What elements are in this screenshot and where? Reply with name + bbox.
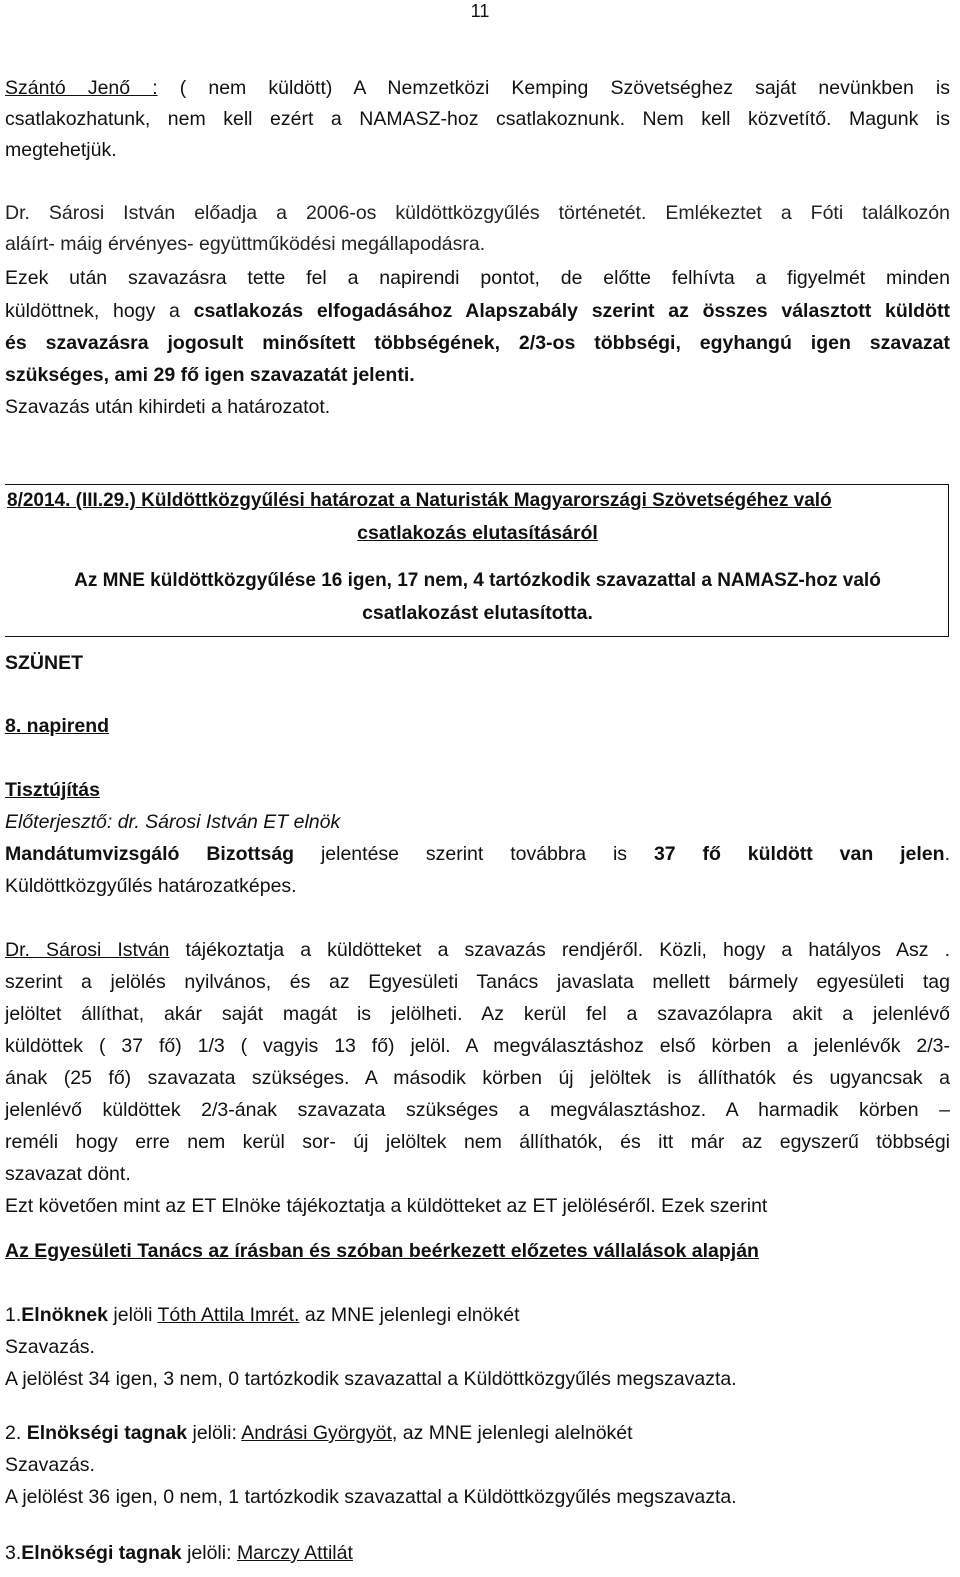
voting-line5: ának (25 fő) szavazata szükséges. A második körben új jelöltek is állíthatók és ugyancsak a (5, 1067, 950, 1089)
p2-line2: aláírt- máig érvényes- együttműködési megállapodásra. (5, 233, 486, 255)
nomination-3: 3.Elnökségi tagnak jelöli: Marczy Attilát (5, 1542, 353, 1564)
break-label: SZÜNET (5, 652, 83, 674)
agenda-number: 8. napirend (5, 715, 110, 737)
resolution-title-line1: 8/2014. (III.29.) Küldöttközgyűlési határozat a Naturisták Magyarországi Szövetségéhez való (7, 490, 832, 511)
nomination-2: 2. Elnökségi tagnak jelöli: Andrási Györgyöt, az MNE jelenlegi alelnökét (5, 1422, 633, 1444)
voting-line6: jelenlévő küldöttek 2/3-ának szavazata szükséges a megválasztáshoz. A harmadik körben – (5, 1099, 950, 1121)
voting-line2: szerint a jelölés nyilvános, és az Egyesületi Tanács javaslata mellett bármely egyesületi tag (5, 971, 950, 993)
mandate-line: Mandátumvizsgáló Bizottság jelentése szerint továbbra is 37 fő küldött van jelen. (5, 843, 950, 865)
quorum-line: Küldöttközgyűlés határozatképes. (5, 875, 297, 897)
p1-line1: Szántó Jenő : ( nem küldött) A Nemzetközi Kemping Szövetséghez saját nevünkben is (5, 77, 950, 99)
voting-line4: küldöttek ( 37 fő) 1/3 ( vagyis 13 fő) jelöl. A megválasztáshoz első körben a jelenlévők 2/3- (5, 1035, 950, 1057)
agenda-presenter: Előterjesztő: dr. Sárosi István ET elnök (5, 811, 341, 833)
resolution-title-line2: csatlakozás elutasításáról (357, 522, 598, 544)
voting-line9: Ezt követően mint az ET Elnöke tájékoztatja a küldötteket az ET jelöléséről. Ezek szerint (5, 1195, 768, 1217)
resolution-body-line2: csatlakozást elutasította. (362, 602, 593, 624)
council-heading: Az Egyesületi Tanács az írásban és szóban beérkezett előzetes vállalások alapján (5, 1240, 759, 1262)
nomination-2-result: A jelölést 36 igen, 0 nem, 1 tartózkodik szavazattal a Küldöttközgyűlés megszavazta. (5, 1486, 737, 1508)
presenter-name: Dr. Sárosi István (5, 939, 170, 961)
p3-line4: szükséges, ami 29 fő igen szavazatát jelenti. (5, 364, 415, 386)
p3-line2: küldöttnek, hogy a csatlakozás elfogadásához Alapszabály szerint az összes választott küldött (5, 300, 950, 322)
page-number: 11 (470, 1, 490, 21)
nomination-2-vote: Szavazás. (5, 1454, 95, 1476)
voting-line8: szavazat dönt. (5, 1163, 131, 1185)
resolution-body-line1: Az MNE küldöttközgyűlése 16 igen, 17 nem, 4 tartózkodik szavazattal a NAMASZ-hoz való (74, 570, 881, 591)
speaker-name: Szántó Jenő : (5, 77, 158, 99)
voting-line7: reméli hogy erre nem kerül sor- új jelöltek nem állíthatók, és itt már az egyszerű többségi (5, 1131, 950, 1153)
nomination-1-vote: Szavazás. (5, 1336, 95, 1358)
p3-line1: Ezek után szavazásra tette fel a napirendi pontot, de előtte felhívta a figyelmét minden (5, 267, 950, 289)
p2-line1: Dr. Sárosi István előadja a 2006-os küldöttközgyűlés történetét. Emlékeztet a Fóti találkozón (5, 202, 950, 224)
voting-line1: Dr. Sárosi István tájékoztatja a küldötteket a szavazás rendjéről. Közli, hogy a hatályos Asz . (5, 939, 950, 961)
p3-line3: és szavazásra jogosult minősített többségének, 2/3-os többségi, egyhangú igen szavazat (5, 332, 950, 354)
nomination-1: 1.Elnöknek jelöli Tóth Attila Imrét. az MNE jelenlegi elnökét (5, 1304, 520, 1326)
p3-line5: Szavazás után kihirdeti a határozatot. (5, 396, 331, 418)
nominee-name: Marczy Attilát (236, 1542, 353, 1564)
nominee-name: Andrási Györgyöt, (241, 1422, 398, 1444)
voting-line3: jelöltet állíthat, akár saját magát is jelölheti. Az kerül fel a szavazólapra akit a jelenlévő (5, 1003, 950, 1025)
p1-line3: megtehetjük. (5, 139, 117, 161)
nomination-1-result: A jelölést 34 igen, 3 nem, 0 tartózkodik szavazattal a Küldöttközgyűlés megszavazta. (5, 1368, 737, 1390)
p1-line2: csatlakozhatunk, nem kell ezért a NAMASZ-hoz csatlakoznunk. Nem kell közvetítő. Magunk is (5, 108, 950, 130)
nominee-name: Tóth Attila Imrét. (157, 1304, 300, 1326)
agenda-title: Tisztújítás (5, 779, 100, 801)
